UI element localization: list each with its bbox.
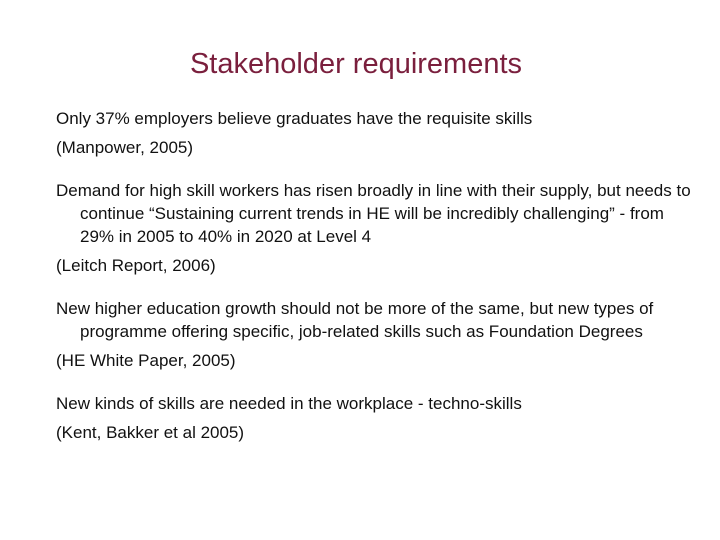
citation: (HE White Paper, 2005)	[56, 351, 236, 370]
slide-body	[56, 107, 696, 444]
citation: (Kent, Bakker et al 2005)	[56, 423, 245, 442]
paragraph-kent-bakker	[56, 392, 696, 444]
paragraph-text: New higher education growth should not be more of the same, but new types of programme offering specific, job-related skills such as Foundation Degrees	[56, 299, 654, 341]
citation: (Manpower, 2005)	[56, 138, 194, 157]
paragraph-he-white-paper	[56, 297, 696, 372]
slide-title: Stakeholder requirements	[189, 48, 523, 80]
paragraph-manpower	[56, 107, 696, 159]
paragraph-text: Demand for high skill workers has risen broadly in line with their supply, but needs to continue “Sustaining current trends in HE will be incredibly challenging” - from 29% in 2005 to 40% in 2020 at Level 4	[56, 181, 691, 246]
paragraph-leitch	[56, 179, 696, 277]
citation: (Leitch Report, 2006)	[56, 256, 216, 275]
paragraph-text: Only 37% employers believe graduates have the requisite skills	[56, 109, 533, 128]
paragraph-text: New kinds of skills are needed in the workplace - techno-skills	[56, 394, 522, 413]
